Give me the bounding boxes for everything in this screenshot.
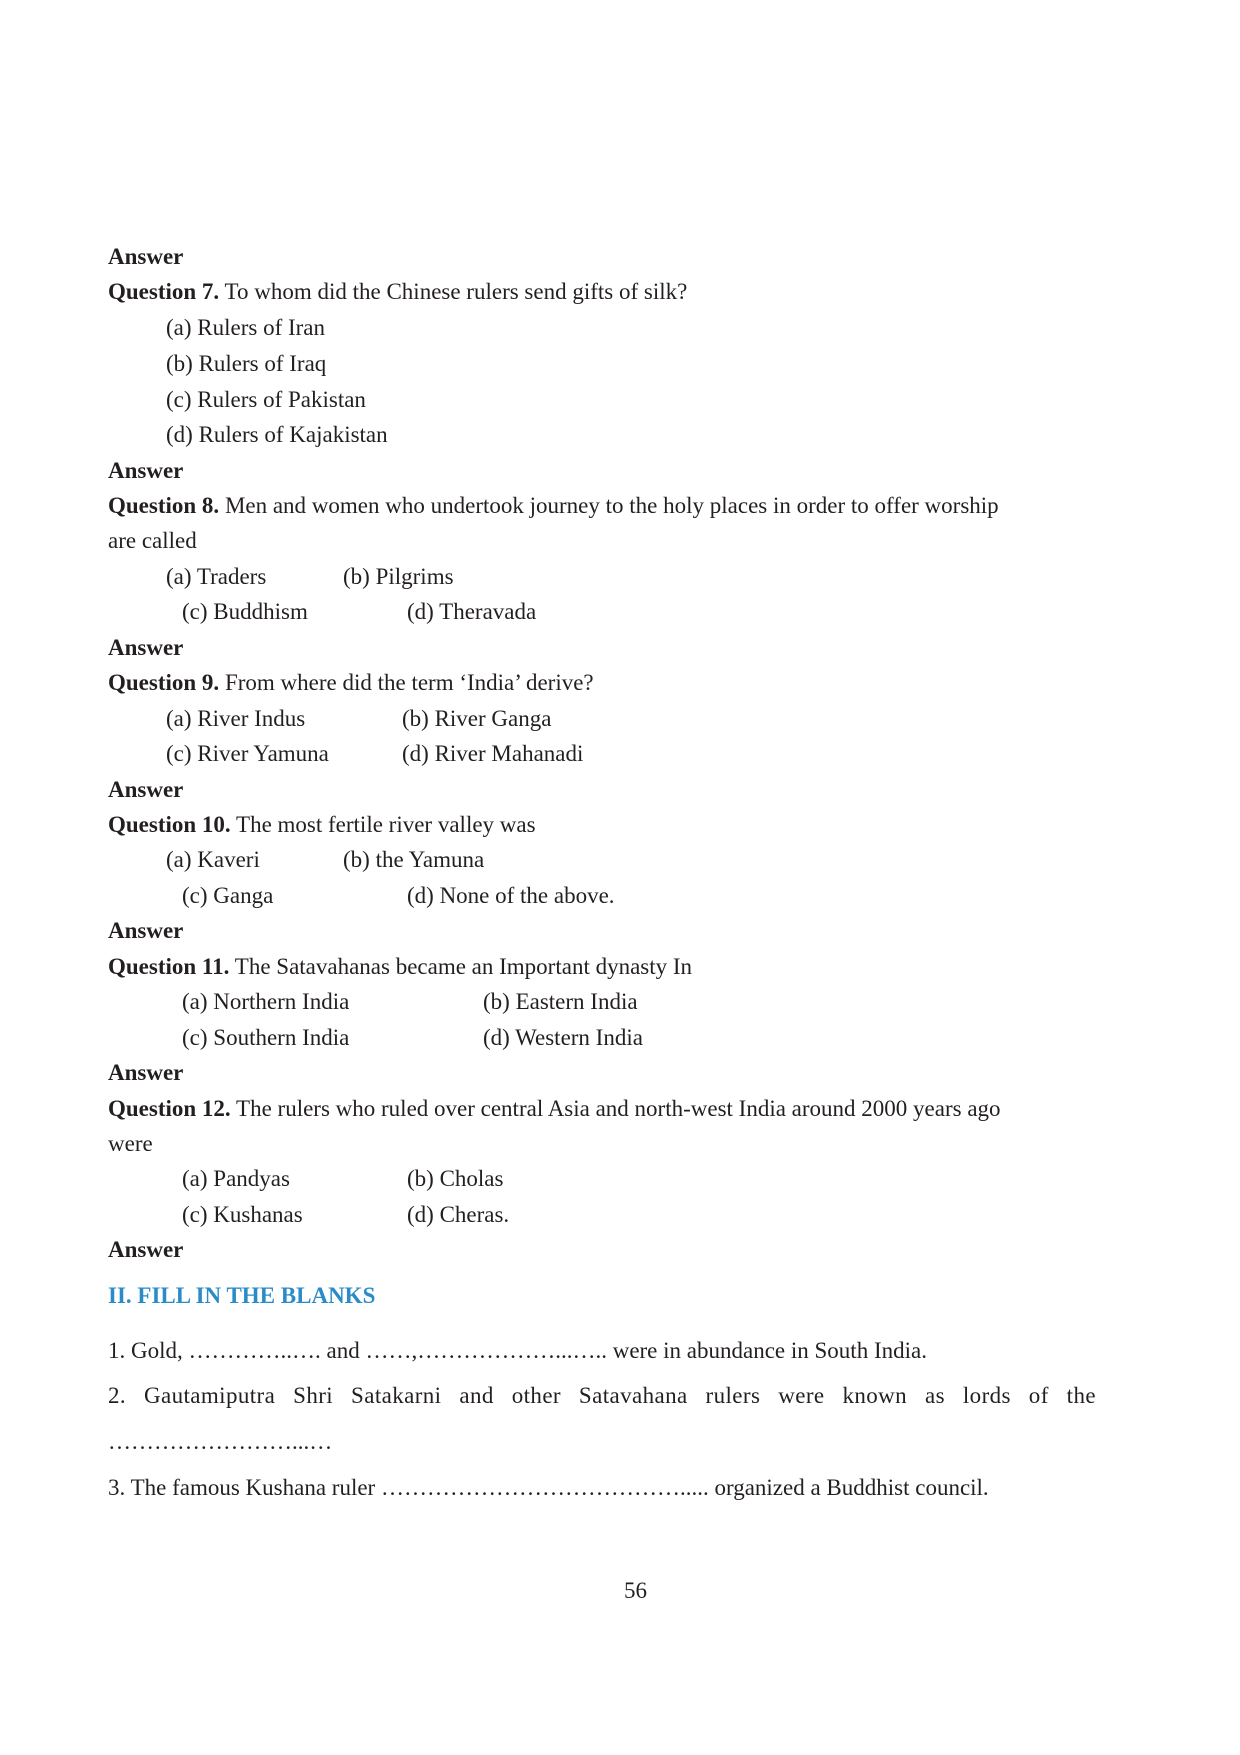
answer-label: Answer	[108, 458, 184, 483]
question-9	[108, 671, 594, 694]
question-8	[108, 494, 999, 517]
option: (b) the Yamuna	[343, 847, 485, 872]
fill-blank-continued: ……………………...…	[108, 1429, 333, 1454]
option: (b) Pilgrims	[343, 564, 454, 589]
option: (c) Rulers of Pakistan	[166, 387, 366, 412]
question-number: Question 8.	[108, 493, 220, 518]
option: (c) Kushanas	[182, 1202, 303, 1227]
option: (c) River Yamuna	[166, 741, 329, 766]
question-text-continued: are called	[108, 528, 197, 553]
answer-label: Answer	[108, 635, 184, 660]
option: (d) Cheras.	[407, 1202, 510, 1227]
option: (b) River Ganga	[402, 706, 552, 731]
option: (a) Pandyas	[182, 1166, 290, 1191]
question-number: Question 7.	[108, 279, 220, 304]
question-number: Question 11.	[108, 954, 230, 979]
option: (d) None of the above.	[407, 883, 615, 908]
option: (c) Ganga	[182, 883, 274, 908]
option: (a) Kaveri	[166, 847, 260, 872]
section-heading: II. FILL IN THE BLANKS	[108, 1283, 376, 1308]
option: (a) River Indus	[166, 706, 306, 731]
question-12	[108, 1097, 1001, 1120]
option: (a) Rulers of Iran	[166, 315, 326, 340]
question-text: Men and women who undertook journey to the holy places in order to offer worship	[224, 493, 999, 518]
question-number: Question 12.	[108, 1096, 231, 1121]
question-text: To whom did the Chinese rulers send gifts of silk?	[224, 279, 688, 304]
question-text: From where did the term ‘India’ derive?	[224, 670, 594, 695]
fill-blank-item: 2. Gautamiputra Shri Satakarni and other Satavahana rulers were known as lords of the	[108, 1383, 1096, 1408]
page-number: 56	[624, 1578, 647, 1603]
question-text: The rulers who ruled over central Asia and north-west India around 2000 years ago	[236, 1096, 1001, 1121]
fill-blank-item: 1. Gold, …………..…. and ……,………………...….. were in abundance in South India.	[108, 1338, 927, 1363]
answer-label: Answer	[108, 1237, 184, 1262]
question-10	[108, 813, 536, 836]
option: (a) Northern India	[182, 989, 350, 1014]
option: (b) Eastern India	[483, 989, 638, 1014]
option: (b) Cholas	[407, 1166, 504, 1191]
option: (d) Theravada	[407, 599, 537, 624]
question-number: Question 10.	[108, 812, 231, 837]
answer-label: Answer	[108, 918, 184, 943]
option: (d) Rulers of Kajakistan	[166, 422, 388, 447]
option: (d) River Mahanadi	[402, 741, 584, 766]
fill-blank-item: 3. The famous Kushana ruler …………………………………..... organized a Buddhist council.	[108, 1475, 989, 1500]
option: (a) Traders	[166, 564, 267, 589]
question-11	[108, 955, 692, 978]
question-text: The Satavahanas became an Important dynasty In	[234, 954, 693, 979]
answer-label: Answer	[108, 1060, 184, 1085]
question-text-continued: were	[108, 1131, 153, 1156]
option: (c) Southern India	[182, 1025, 350, 1050]
answer-label: Answer	[108, 777, 184, 802]
question-7	[108, 280, 687, 303]
option: (c) Buddhism	[182, 599, 308, 624]
question-text: The most fertile river valley was	[236, 812, 536, 837]
answer-label: Answer	[108, 244, 184, 269]
option: (d) Western India	[483, 1025, 643, 1050]
option: (b) Rulers of Iraq	[166, 351, 327, 376]
question-number: Question 9.	[108, 670, 220, 695]
